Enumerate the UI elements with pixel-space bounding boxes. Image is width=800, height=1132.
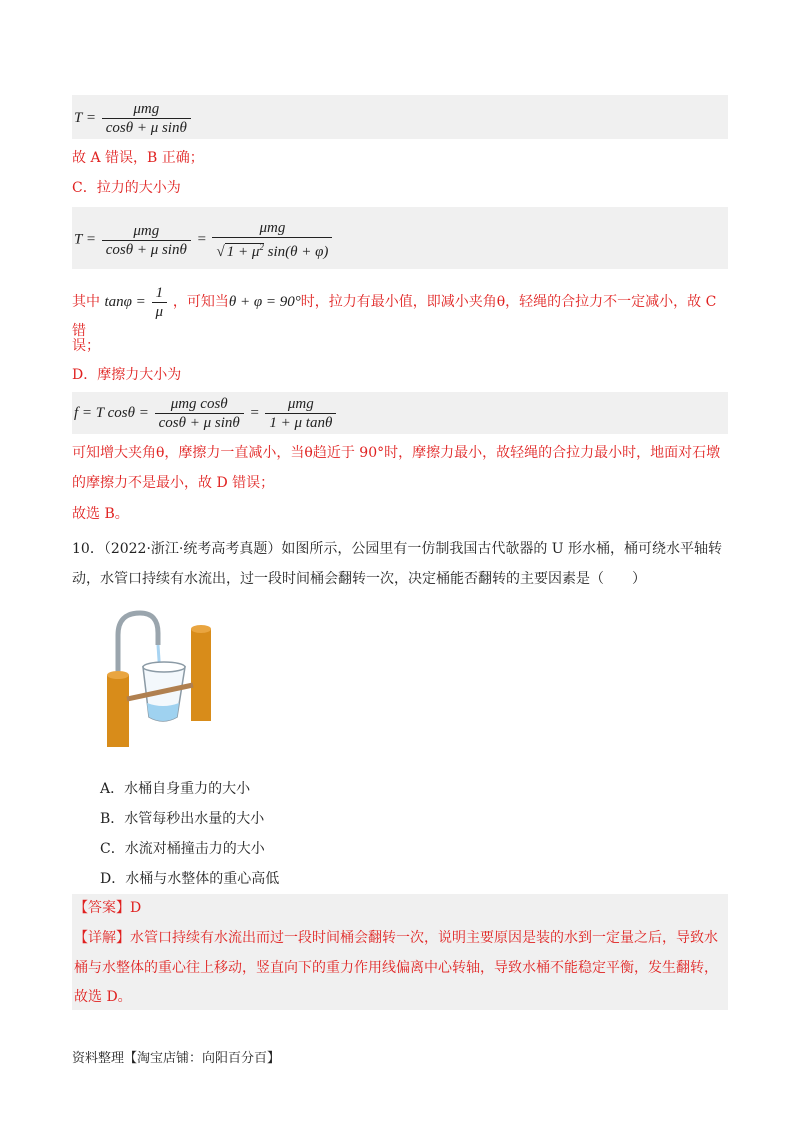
c-heading: C．拉力的大小为: [72, 180, 181, 196]
question-10-line2: 动，水管口持续有水流出，过一段时间桶会翻转一次，决定桶能否翻转的主要因素是（ ）: [72, 571, 646, 587]
fraction: $\frac{\text{μmg}}{\text{cosθ + μ sinθ}}$: [102, 100, 191, 137]
c-explain-end: 误；: [72, 338, 100, 354]
option-a: A．水桶自身重力的大小: [100, 781, 251, 797]
formula-block-2: [72, 207, 728, 269]
bucket-illustration-svg: [103, 605, 223, 750]
formula-f: f = T cosθ = $\frac{\text{μmg cosθ}}{\text{cosθ + μ sinθ}}$ = $\frac{\text{μmg}}{\text{1 + μ tanθ}}$: [74, 395, 338, 432]
answer-block: [72, 894, 728, 1010]
footer: 资料整理【淘宝店铺：向阳百分百】: [72, 1051, 281, 1066]
left-post: [107, 675, 129, 747]
fraction: $\frac{\text{μmg}}{\text{cosθ + μ sinθ}}$: [102, 222, 191, 259]
question-10-line1: 10．（2022·浙江·统考高考真题）如图所示，公园里有一仿制我国古代欹器的 U 形水桶，桶可绕水平轴转: [72, 541, 723, 557]
d-explain-2: 的摩擦力不是最小，故 D 错误；: [72, 475, 275, 491]
detail-line-1: 【详解】水管口持续有水流出而过一段时间桶会翻转一次，说明主要原因是装的水到一定量之后，导致水: [74, 930, 718, 946]
answer: 【答案】D: [74, 900, 142, 916]
fraction: $\frac{1}{\mu}$: [152, 284, 168, 321]
right-post: [191, 629, 211, 721]
option-b: B．水管每秒出水量的大小: [100, 811, 265, 827]
sqrt-symbol: √: [216, 244, 225, 260]
option-c: C．水流对桶撞击力的大小: [100, 841, 265, 857]
fraction: $\frac{\text{μmg}}{\text{1 + μ tanθ}}$: [265, 395, 336, 432]
option-d: D．水桶与水整体的重心高低: [100, 871, 280, 887]
d-explain-1: 可知增大夹角θ，摩擦力一直减小，当θ趋近于 90°时，摩擦力最小，故轻绳的合拉力最小时，地面对石墩: [72, 445, 721, 461]
c-explain: 其中 tanφ = $\frac{1}{\mu}$ ，可知当θ + φ = 90°时，拉力有最小值，即减小夹角θ，轻绳的合拉力不一定减小，故 C 错: [72, 285, 717, 339]
detail-line-2: 桶与水整体的重心往上移动，竖直向下的重力作用线偏离中心转轴，导致水桶不能稳定平衡，发生翻转，: [74, 960, 718, 976]
fraction: $\frac{\text{μmg}}{√ 1 + \mu^2 \sin(\theta + \varphi)}$: [212, 219, 332, 261]
detail-line-3: 故选 D。: [74, 989, 132, 1005]
formula-block-3: [72, 392, 728, 434]
line-a-b: 故 A 错误，B 正确；: [72, 150, 204, 166]
d-heading: D．摩擦力大小为: [72, 367, 182, 383]
formula-t-2: T = $\frac{\text{μmg}}{\text{cosθ + μ sinθ}}$ = $\frac{\text{μmg}}{√ 1 + \mu^2 \sin(\theta + \varphi)}$: [74, 219, 334, 261]
choose-b: 故选 B。: [72, 506, 129, 522]
formula-t: T = $\frac{\text{μmg}}{\text{cosθ + μ sinθ}}$: [74, 100, 193, 137]
bucket-illustration: [103, 605, 223, 750]
formula-block-1: [72, 95, 728, 139]
fraction: $\frac{\text{μmg cosθ}}{\text{cosθ + μ sinθ}}$: [155, 395, 244, 432]
